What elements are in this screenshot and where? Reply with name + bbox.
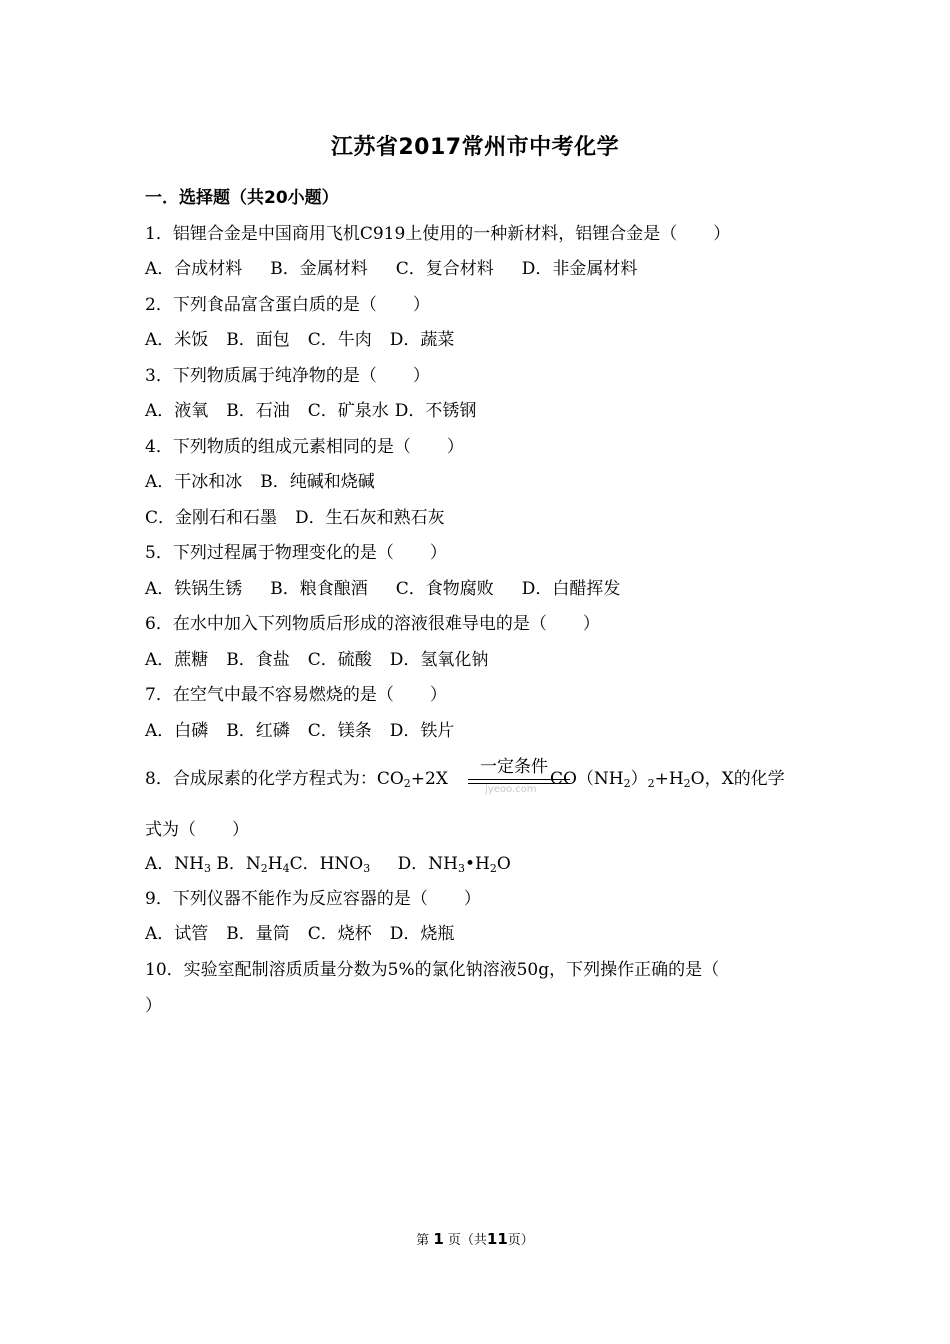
question-stem: 3．下列物质属于纯净物的是（ bbox=[145, 366, 377, 386]
subscript: 2 bbox=[647, 777, 655, 790]
option-b: B．食盐 bbox=[226, 650, 290, 670]
question-stem: 10．实验室配制溶质质量分数为5%的氯化钠溶液50g，下列操作正确的是（ bbox=[145, 960, 720, 980]
question-7 bbox=[145, 683, 447, 707]
option-a: A．试管 bbox=[145, 924, 209, 944]
option-d: D．不锈钢 bbox=[394, 401, 477, 421]
question-5 bbox=[145, 541, 447, 565]
question-paren-close: ） bbox=[232, 820, 249, 840]
option-d: D．铁片 bbox=[389, 721, 455, 741]
question-stem: 6．在水中加入下列物质后形成的溶液很难导电的是（ bbox=[145, 614, 547, 634]
option-c: C．镁条 bbox=[307, 721, 372, 741]
equation-paren: ） bbox=[630, 769, 648, 789]
question-7-options bbox=[145, 719, 454, 743]
option-c: C．金刚石和石墨 bbox=[145, 508, 278, 528]
question-stem: 2．下列食品富含蛋白质的是（ bbox=[145, 295, 377, 315]
subscript: 2 bbox=[403, 777, 411, 790]
question-paren-close: ） bbox=[412, 295, 430, 315]
question-8-options bbox=[145, 852, 511, 876]
question-stem: 8．合成尿素的化学方程式为：CO bbox=[145, 769, 404, 789]
subscript: 2 bbox=[683, 777, 691, 790]
option-a: A．干冰和冰 bbox=[145, 472, 243, 492]
equation-tail: O，X的化学 bbox=[690, 769, 785, 789]
reaction-condition: 一定条件 bbox=[480, 757, 548, 777]
option-a: A．米饭 bbox=[145, 330, 209, 350]
option-b: B．面包 bbox=[226, 330, 290, 350]
question-10 bbox=[145, 958, 719, 982]
question-6-options bbox=[145, 648, 488, 672]
question-paren-close: ） bbox=[582, 614, 600, 634]
question-paren-close: ） bbox=[463, 889, 481, 909]
question-4-options-row1 bbox=[145, 470, 375, 494]
question-paren-close: ） bbox=[412, 366, 430, 386]
footer-mid: 页（共 bbox=[447, 1233, 487, 1248]
option-a: A．$NH_3$ bbox=[145, 854, 211, 875]
option-d: D．生石灰和熟石灰 bbox=[295, 508, 445, 528]
question-8 bbox=[145, 767, 785, 791]
section-heading: 一．选择题（共20小题） bbox=[145, 188, 339, 208]
option-b: B．粮食酿酒 bbox=[270, 579, 368, 599]
option-b: B．量筒 bbox=[226, 924, 290, 944]
footer-prefix: 第 bbox=[416, 1233, 430, 1248]
option-c: C．食物腐败 bbox=[395, 579, 494, 599]
question-stem: 式为（ bbox=[145, 820, 196, 840]
option-c: C．矿泉水 bbox=[307, 401, 389, 421]
question-2 bbox=[145, 293, 430, 317]
page-number: 1 bbox=[433, 1230, 444, 1248]
watermark: jyeoo.com bbox=[485, 784, 537, 795]
option-b: B．石油 bbox=[226, 401, 290, 421]
page-footer bbox=[0, 1229, 950, 1251]
question-stem: 4．下列物质的组成元素相同的是（ bbox=[145, 437, 411, 457]
option-a: A．合成材料 bbox=[145, 259, 243, 279]
question-9-options bbox=[145, 922, 454, 946]
question-paren-close: ） bbox=[145, 996, 162, 1016]
page-total: 11 bbox=[486, 1230, 508, 1248]
option-c: C．复合材料 bbox=[395, 259, 494, 279]
question-6 bbox=[145, 612, 600, 636]
question-8-cont bbox=[145, 818, 249, 842]
question-stem: 1．铝锂合金是中国商用飞机C919上使用的一种新材料，铝锂合金是（ bbox=[145, 224, 678, 244]
option-c: C．硫酸 bbox=[307, 650, 372, 670]
option-a: A．白磷 bbox=[145, 721, 209, 741]
option-a: A．蔗糖 bbox=[145, 650, 209, 670]
question-3 bbox=[145, 364, 430, 388]
question-4-options-row2 bbox=[145, 506, 445, 530]
option-d: D．$NH_3•H_2O$ bbox=[397, 854, 511, 875]
question-stem: 5．下列过程属于物理变化的是（ bbox=[145, 543, 394, 563]
question-9 bbox=[145, 887, 481, 911]
equation-product: +H bbox=[654, 769, 684, 789]
equation-reactant: +2X bbox=[410, 769, 448, 789]
option-c: C．$HNO_3$ bbox=[289, 854, 371, 875]
question-paren-close: ） bbox=[429, 685, 447, 705]
question-stem: 9．下列仪器不能作为反应容器的是（ bbox=[145, 889, 428, 909]
option-d: D．氢氧化钠 bbox=[389, 650, 489, 670]
question-1 bbox=[145, 222, 730, 246]
question-4 bbox=[145, 435, 464, 459]
question-5-options bbox=[145, 577, 620, 601]
question-10-cont bbox=[145, 994, 162, 1018]
question-1-options bbox=[145, 257, 637, 281]
option-d: D．蔬菜 bbox=[389, 330, 455, 350]
option-d: D．非金属材料 bbox=[521, 259, 638, 279]
option-c: C．烧杯 bbox=[307, 924, 372, 944]
question-paren-close: ） bbox=[429, 543, 447, 563]
question-3-options bbox=[145, 399, 476, 423]
option-b: B．纯碱和烧碱 bbox=[260, 472, 375, 492]
option-b: B．红磷 bbox=[226, 721, 290, 741]
option-a: A．铁锅生锈 bbox=[145, 579, 243, 599]
footer-suffix: 页） bbox=[507, 1233, 534, 1248]
question-stem: 7．在空气中最不容易燃烧的是（ bbox=[145, 685, 394, 705]
option-d: D．白醋挥发 bbox=[521, 579, 621, 599]
question-2-options bbox=[145, 328, 454, 352]
question-paren-close: ） bbox=[446, 437, 464, 457]
option-c: C．牛肉 bbox=[307, 330, 372, 350]
option-b: B．金属材料 bbox=[270, 259, 368, 279]
option-a: A．液氧 bbox=[145, 401, 209, 421]
equation-product: CO（NH bbox=[549, 769, 624, 789]
subscript: 2 bbox=[623, 777, 631, 790]
option-d: D．烧瓶 bbox=[389, 924, 455, 944]
question-paren-close: ） bbox=[713, 224, 731, 244]
option-b: B．$N_2H_4$ bbox=[216, 854, 290, 875]
page-title: 江苏省2017常州市中考化学 bbox=[330, 135, 620, 160]
